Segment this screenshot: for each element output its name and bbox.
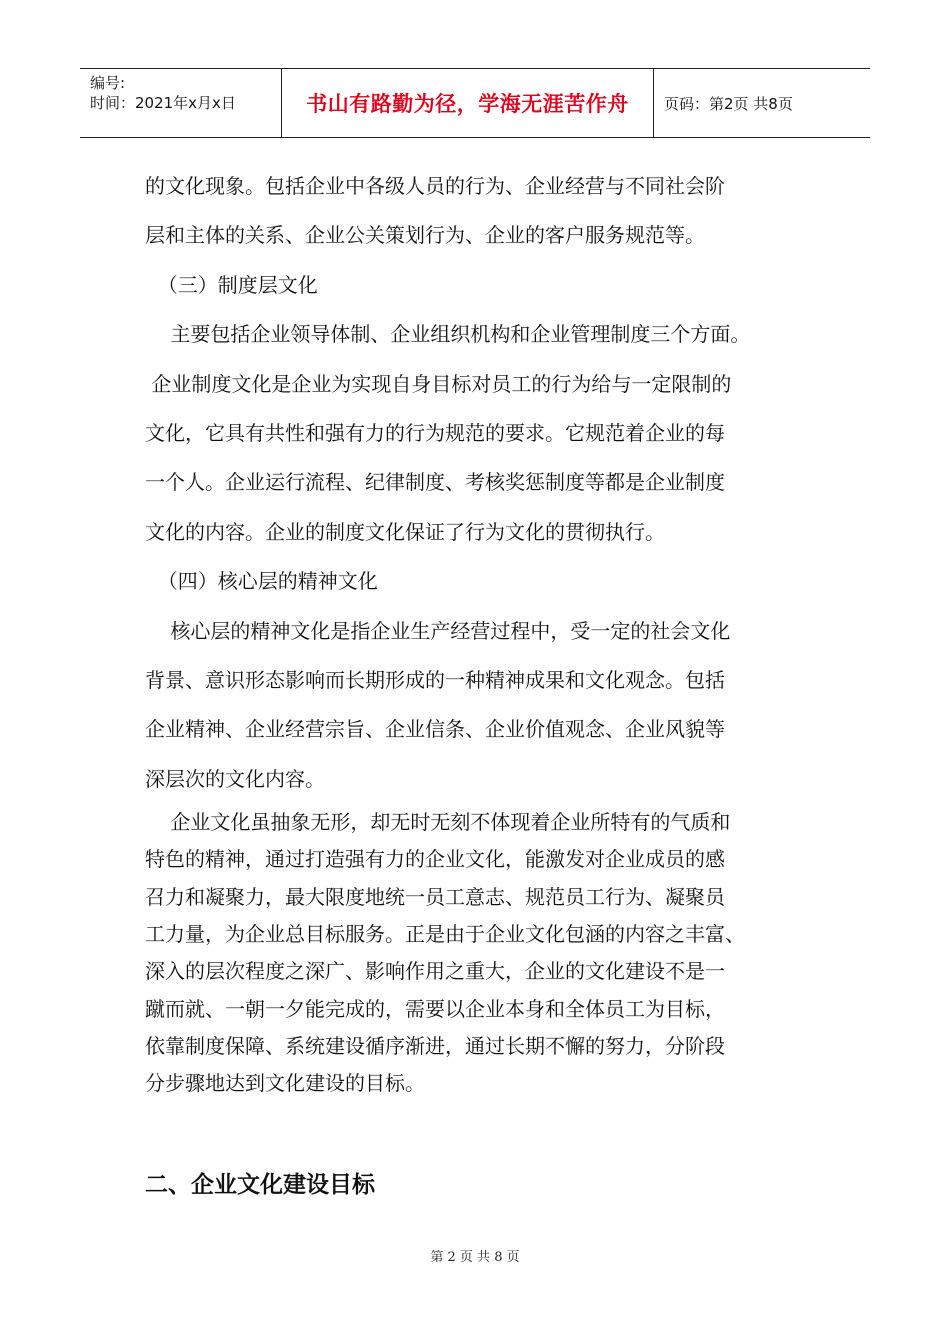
page-header (80, 68, 870, 138)
header-info-cell (80, 69, 282, 137)
body-text (145, 162, 825, 1102)
paragraph-line: 的文化现象。包括企业中各级人员的行为、企业经营与不同社会阶 (145, 174, 725, 198)
page-footer: 第 2 页 共 8 页 (430, 1250, 520, 1265)
document-number-label: 编号: (90, 74, 126, 92)
paragraph-line: 深入的层次程度之深广、影响作用之重大，企业的文化建设不是一 (145, 959, 725, 984)
paragraph-line: 文化，它具有共性和强有力的行为规范的要求。它规范着企业的每 (145, 420, 725, 445)
paragraph-line: 依靠制度保障、系统建设循序渐进，通过长期不懈的努力，分阶段 (145, 1033, 725, 1058)
paragraph-line: 层和主体的关系、企业公关策划行为、企业的客户服务规范等。 (145, 223, 705, 248)
subheading-institutional-culture: （三）制度层文化 (145, 272, 318, 297)
paragraph-line: 企业制度文化是企业为实现自身目标对员工的行为给与一定限制的 (145, 371, 732, 396)
paragraph-line: 分步骤地达到文化建设的目标。 (145, 1071, 425, 1096)
subheading-spiritual-culture: （四）核心层的精神文化 (145, 569, 378, 594)
paragraph-line: 企业精神、企业经营宗旨、企业信条、企业价值观念、企业风貌等 (145, 717, 725, 742)
paragraph-line: 背景、意识形态影响而长期形成的一种精神成果和文化观念。包括 (145, 667, 725, 692)
paragraph-line: 核心层的精神文化是指企业生产经营过程中，受一定的社会文化 (145, 618, 731, 643)
document-date-label: 时间：2021年x月x日 (90, 94, 236, 112)
paragraph-line: 召力和凝聚力，最大限度地统一员工意志、规范员工行为、凝聚员 (145, 884, 725, 909)
header-page-label: 页码：第2页 共8页 (664, 94, 793, 113)
header-motto: 书山有路勤为径，学海无涯苦作舟 (282, 69, 654, 137)
paragraph-line: 特色的精神，通过打造强有力的企业文化，能激发对企业成员的感 (145, 847, 725, 872)
paragraph-line: 蹴而就、一朝一夕能完成的，需要以企业本身和全体员工为目标， (145, 996, 725, 1021)
paragraph-line: 一个人。企业运行流程、纪律制度、考核奖惩制度等都是企业制度 (145, 470, 725, 495)
paragraph-line: 企业文化虽抽象无形，却无时无刻不体现着企业所特有的气质和 (145, 810, 731, 835)
paragraph-line: 文化的内容。企业的制度文化保证了行为文化的贯彻执行。 (145, 519, 665, 544)
section-title: 二、企业文化建设目标 (145, 1172, 375, 1198)
paragraph-line: 深层次的文化内容。 (145, 766, 325, 791)
paragraph-line: 工力量，为企业总目标服务。正是由于企业文化包涵的内容之丰富、 (145, 921, 745, 946)
paragraph-line: 主要包括企业领导体制、企业组织机构和企业管理制度三个方面。 (145, 322, 751, 347)
